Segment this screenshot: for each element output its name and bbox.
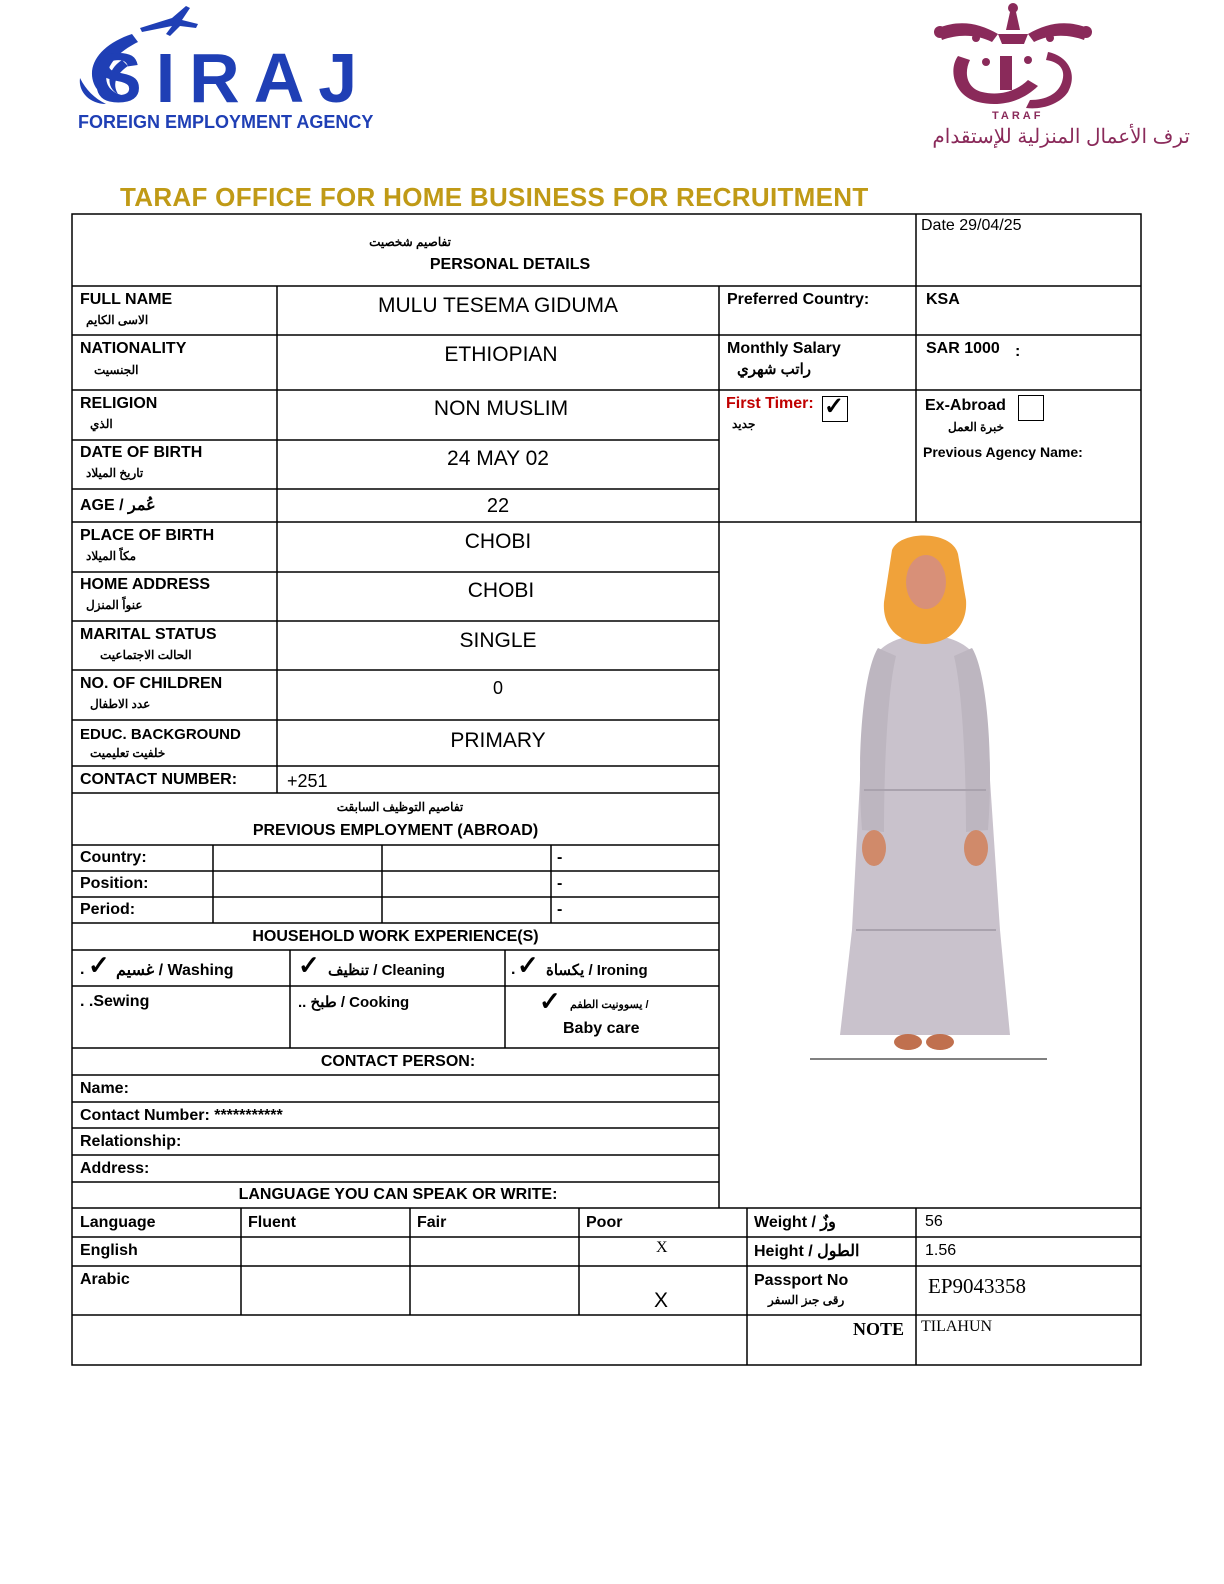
language-header-language: Language <box>80 1214 156 1231</box>
age-label: AGE / عُمر <box>80 497 156 514</box>
contact-number-label: CONTACT NUMBER: <box>80 771 238 788</box>
language-english-label: English <box>80 1242 138 1259</box>
siraj-name: SIRAJ <box>95 39 372 117</box>
height-value: 1.56 <box>925 1242 957 1259</box>
cleaning-check-icon: ✓ <box>298 950 320 980</box>
height-label: Height / الطول <box>754 1243 860 1260</box>
monthly-salary-label: Monthly Salary <box>727 340 841 357</box>
nationality-value: ETHIOPIAN <box>444 343 558 366</box>
baby-care-check-icon: ✓ <box>539 986 561 1016</box>
first-timer-label: First Timer: <box>726 395 814 412</box>
contact-address-label: Address: <box>80 1160 150 1177</box>
children-label-ar: عدد الاطفال <box>90 697 151 711</box>
monthly-salary-value: SAR 1000 <box>926 340 1000 357</box>
weight-value: 56 <box>925 1213 943 1230</box>
language-header-poor: Poor <box>586 1214 623 1231</box>
dob-value: 24 MAY 02 <box>447 447 549 470</box>
note-value: TILAHUN <box>921 1318 993 1335</box>
place-of-birth-label: PLACE OF BIRTH <box>80 527 215 544</box>
taraf-name: TARAF <box>992 110 1044 122</box>
monthly-salary-colon: : <box>1015 343 1021 360</box>
candidate-photo <box>840 530 1010 1055</box>
education-label-ar: خلفيت تعليميت <box>90 746 166 760</box>
ex-abroad-label-ar: خبرة العمل <box>948 420 1005 434</box>
sewing-label: . .Sewing <box>80 993 150 1010</box>
arabic-poor-mark: X <box>654 1289 669 1312</box>
contact-person-title: CONTACT PERSON: <box>320 1053 476 1070</box>
passport-value: EP9043358 <box>928 1274 1027 1298</box>
prev-position-label: Position: <box>80 875 149 892</box>
ex-abroad-checkbox <box>1018 395 1044 421</box>
passport-label-ar: رقى جىز السفر <box>768 1293 845 1307</box>
weight-label: Weight / وزٌ <box>754 1214 836 1231</box>
previous-employment-title: PREVIOUS EMPLOYMENT (ABROAD) <box>252 822 539 839</box>
home-address-label-ar: عنواً المنزل <box>86 598 143 612</box>
passport-label: Passport No <box>754 1272 849 1289</box>
washing-dot: . <box>80 961 85 978</box>
personal-details-title-ar: تفاصيم شخصيت <box>369 235 451 249</box>
washing-check-icon: ✓ <box>88 950 110 980</box>
language-header-fluent: Fluent <box>248 1214 296 1231</box>
dob-label-ar: تاريخ الميلاد <box>86 466 144 480</box>
page-title: TARAF OFFICE FOR HOME BUSINESS FOR RECRUITMENT <box>120 182 869 212</box>
full-name-label: FULL NAME <box>80 291 173 308</box>
form-date: Date 29/04/25 <box>921 217 1022 234</box>
education-value: PRIMARY <box>450 729 546 752</box>
ex-abroad-label: Ex-Abroad <box>925 397 1006 414</box>
place-of-birth-label-ar: مكاً الميلاد <box>86 549 137 563</box>
contact-phone-label: Contact Number: *********** <box>80 1107 283 1124</box>
prev-country-label: Country: <box>80 849 147 866</box>
language-arabic-label: Arabic <box>80 1271 130 1288</box>
marital-status-value: SINGLE <box>459 629 537 652</box>
religion-label-ar: الذي <box>90 417 113 431</box>
monthly-salary-label-ar: راتب شهري <box>737 361 811 378</box>
note-label: NOTE <box>853 1319 905 1339</box>
taraf-arabic-name: ترف الأعمال المنزلية للإستقدام <box>932 126 1190 148</box>
prev-country-dash: - <box>557 849 563 866</box>
previous-employment-title-ar: تفاصيم التوظيف السابقت <box>336 800 464 814</box>
dob-label: DATE OF BIRTH <box>80 444 203 461</box>
age-value: 22 <box>486 495 510 517</box>
preferred-country-label: Preferred Country: <box>727 291 870 308</box>
nationality-label: NATIONALITY <box>80 340 187 357</box>
household-title: HOUSEHOLD WORK EXPERIENCE(S) <box>252 928 539 945</box>
ironing-dot: . <box>511 961 516 978</box>
prev-position-dash: - <box>557 875 563 892</box>
baby-care-label-ar: / يسوونيت الطفم <box>570 999 649 1011</box>
contact-relationship-label: Relationship: <box>80 1133 182 1150</box>
full-name-value: MULU TESEMA GIDUMA <box>378 294 618 317</box>
personal-details-title: PERSONAL DETAILS <box>429 256 591 273</box>
english-poor-mark: X <box>656 1239 668 1256</box>
cooking-label: .. طبخ / Cooking <box>298 994 410 1011</box>
place-of-birth-value: CHOBI <box>464 530 532 553</box>
home-address-value: CHOBI <box>467 579 535 602</box>
baby-care-label: Baby care <box>563 1020 640 1037</box>
marital-status-label: MARITAL STATUS <box>80 626 217 643</box>
language-title: LANGUAGE YOU CAN SPEAK OR WRITE: <box>238 1186 558 1203</box>
marital-status-label-ar: الحالت الاجتماعيت <box>100 648 192 662</box>
prev-period-dash: - <box>557 901 563 918</box>
children-value: 0 <box>492 678 503 698</box>
contact-name-label: Name: <box>80 1080 129 1097</box>
cleaning-label: تنظيف / Cleaning <box>328 962 445 979</box>
previous-agency-label: Previous Agency Name: <box>923 444 1083 460</box>
first-timer-checkbox <box>822 393 848 422</box>
ironing-label: يكساة / Ironing <box>546 962 648 979</box>
preferred-country-value: KSA <box>926 291 960 308</box>
religion-label: RELIGION <box>80 395 158 412</box>
prev-period-label: Period: <box>80 901 136 918</box>
home-address-label: HOME ADDRESS <box>80 576 211 593</box>
washing-label: غسيم / Washing <box>116 962 234 979</box>
nationality-label-ar: الجنسيت <box>94 363 139 377</box>
contact-number-value: +251 <box>287 771 328 791</box>
first-timer-label-ar: جديد <box>732 417 756 431</box>
ironing-check-icon: ✓ <box>517 950 539 980</box>
education-label: EDUC. BACKGROUND <box>80 726 241 743</box>
language-header-fair: Fair <box>417 1214 447 1231</box>
first-timer-check-icon: ✓ <box>824 393 845 420</box>
full-name-label-ar: الاسى الكايم <box>86 313 149 327</box>
siraj-subtitle: FOREIGN EMPLOYMENT AGENCY <box>78 112 374 132</box>
religion-value: NON MUSLIM <box>433 397 569 420</box>
children-label: NO. OF CHILDREN <box>80 675 223 692</box>
